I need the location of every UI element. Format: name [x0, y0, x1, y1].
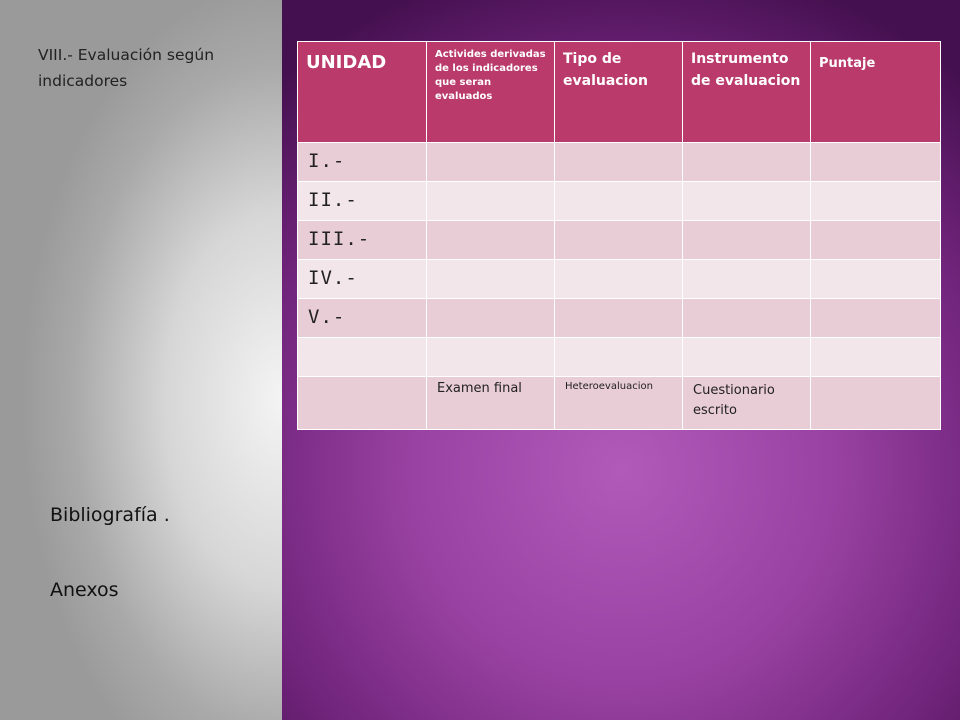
table-cell [298, 377, 427, 430]
table-row [298, 182, 941, 221]
header-unidad: UNIDAD [298, 42, 427, 143]
header-row [298, 42, 941, 143]
table-cell [427, 143, 555, 182]
evaluation-table [297, 41, 941, 430]
exam-type-cell: Heteroevaluacion [555, 377, 683, 430]
table-row [298, 260, 941, 299]
table-cell [683, 182, 811, 221]
table-cell [683, 338, 811, 377]
table-cell [427, 260, 555, 299]
table-cell [811, 221, 941, 260]
exam-activity-cell: Examen final [427, 377, 555, 430]
header-puntaje: Puntaje [811, 42, 941, 143]
table-row [298, 299, 941, 338]
unit-cell: V.- [298, 299, 427, 338]
header-instrumento: Instrumento de evaluacion [683, 42, 811, 143]
table-cell [683, 221, 811, 260]
table-cell [555, 260, 683, 299]
section-title: VIII.- Evaluación según indicadores [38, 46, 215, 90]
table-cell [555, 299, 683, 338]
table-cell [555, 182, 683, 221]
table-row [298, 143, 941, 182]
header-actividades: Activides derivadas de los indicadores que seran evaluados [427, 42, 555, 143]
table-cell [811, 260, 941, 299]
table-cell [811, 143, 941, 182]
unit-cell: III.- [298, 221, 427, 260]
table-cell [555, 221, 683, 260]
table-row-exam [298, 377, 941, 430]
table-row [298, 221, 941, 260]
table-cell [427, 338, 555, 377]
bibliografia-label: Bibliografía . [50, 504, 170, 526]
table-cell [811, 377, 941, 430]
table-cell [555, 143, 683, 182]
table-cell [555, 338, 683, 377]
table-cell [811, 182, 941, 221]
table-cell [427, 182, 555, 221]
table-cell [683, 143, 811, 182]
anexos-label: Anexos [50, 579, 119, 601]
left-panel [0, 0, 282, 720]
table-cell [427, 299, 555, 338]
table-cell [427, 221, 555, 260]
table-row [298, 338, 941, 377]
unit-cell: II.- [298, 182, 427, 221]
table-cell [811, 299, 941, 338]
table-cell [683, 299, 811, 338]
table-cell [811, 338, 941, 377]
exam-instrument-cell: Cuestionario escrito [683, 377, 811, 430]
unit-cell: I.- [298, 143, 427, 182]
header-tipo: Tipo de evaluacion [555, 42, 683, 143]
table-cell [683, 260, 811, 299]
unit-cell [298, 338, 427, 377]
unit-cell: IV.- [298, 260, 427, 299]
